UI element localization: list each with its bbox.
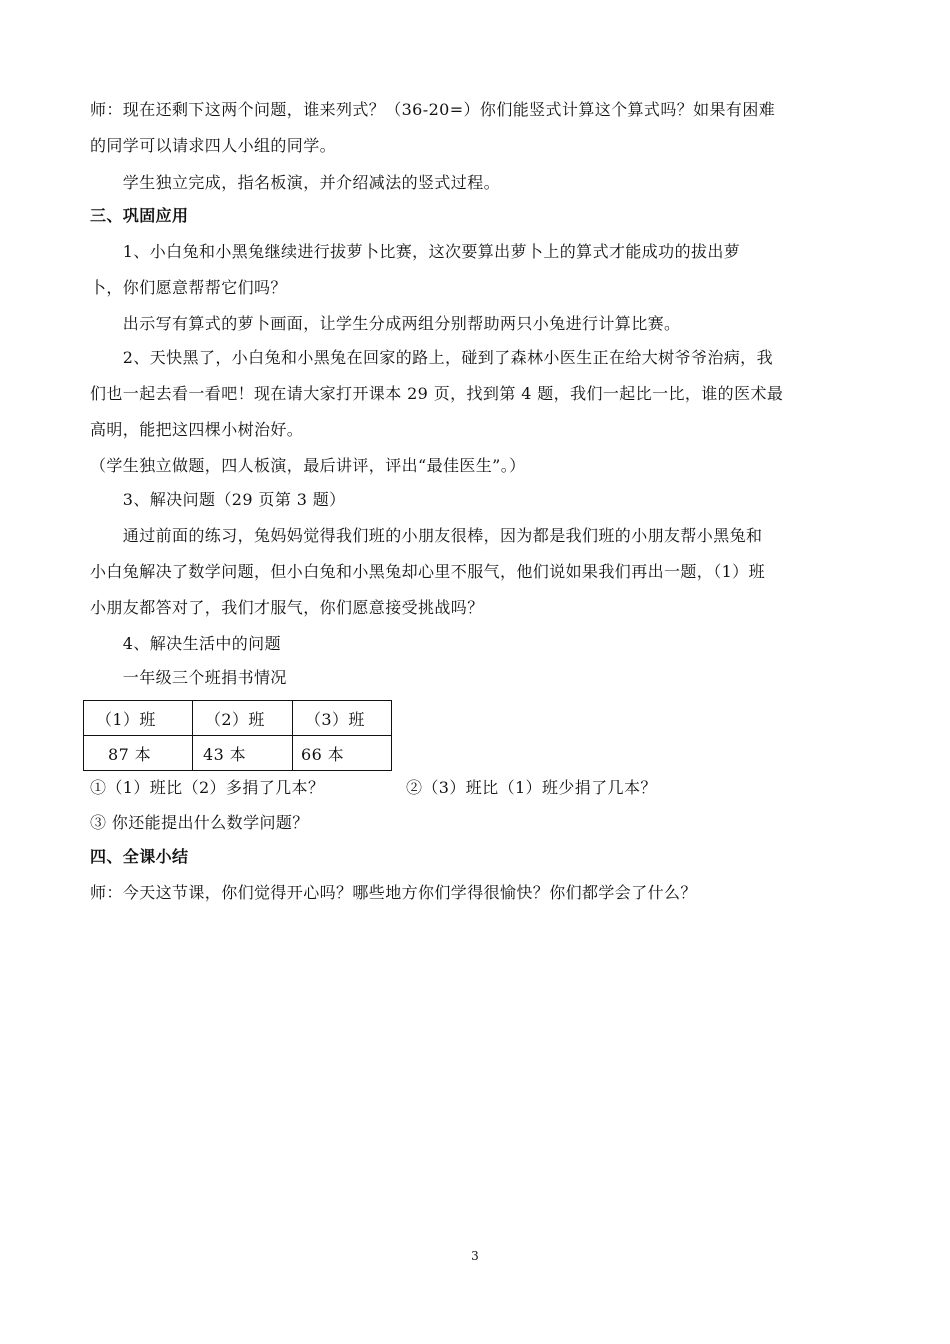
paragraph-line: 小白兔解决了数学问题，但小白兔和小黑兔却心里不服气，他们说如果我们再出一题，（1）班 bbox=[90, 562, 765, 581]
page-number: 3 bbox=[471, 1249, 479, 1263]
paragraph-line: （学生独立做题，四人板演，最后讲评，评出“最佳医生”。） bbox=[90, 456, 526, 475]
table-value-cell: 87 本 bbox=[84, 736, 193, 771]
paragraph-line: 们也一起去看一看吧！现在请大家打开课本 29 页，找到第 4 题，我们一起比一比，谁的医术最 bbox=[90, 384, 784, 403]
table-header-cell: （3）班 bbox=[293, 701, 392, 736]
table-row bbox=[84, 701, 392, 736]
table-value-cell: 66 本 bbox=[293, 736, 392, 771]
table-value-cell: 43 本 bbox=[193, 736, 293, 771]
table-header-cell: （2）班 bbox=[193, 701, 293, 736]
question-3: ③ 你还能提出什么数学问题？ bbox=[90, 813, 309, 832]
section-heading-4: 四、全课小结 bbox=[90, 847, 189, 866]
paragraph-line: 师：今天这节课，你们觉得开心吗？哪些地方你们学得很愉快？你们都学会了什么？ bbox=[90, 883, 697, 902]
paragraph-line: 出示写有算式的萝卜画面，让学生分成两组分别帮助两只小兔进行计算比赛。 bbox=[90, 314, 681, 333]
table-caption: 一年级三个班捐书情况 bbox=[90, 668, 287, 687]
paragraph-line: 小朋友都答对了，我们才服气，你们愿意接受挑战吗？ bbox=[90, 598, 484, 617]
paragraph-line: 3、解决问题（29 页第 3 题） bbox=[90, 490, 346, 509]
paragraph-line: 通过前面的练习，兔妈妈觉得我们班的小朋友很棒，因为都是我们班的小朋友帮小黑兔和 bbox=[90, 526, 763, 545]
paragraph-line: 的同学可以请求四人小组的同学。 bbox=[90, 136, 337, 155]
paragraph-line: 高明，能把这四棵小树治好。 bbox=[90, 420, 304, 439]
book-donation-table bbox=[83, 700, 392, 771]
paragraph-line: 2、天快黑了，小白兔和小黑兔在回家的路上，碰到了森林小医生正在给大树爷爷治病，我 bbox=[90, 348, 773, 367]
question-2: ②（3）班比（1）班少捐了几本？ bbox=[406, 778, 657, 797]
table-row bbox=[84, 736, 392, 771]
table-header-cell: （1）班 bbox=[84, 701, 193, 736]
paragraph-line: 4、解决生活中的问题 bbox=[90, 634, 281, 653]
paragraph-line: 师：现在还剩下这两个问题，谁来列式？（36-20=）你们能竖式计算这个算式吗？如果有困难 bbox=[90, 100, 776, 119]
paragraph-line: 1、小白兔和小黑兔继续进行拔萝卜比赛，这次要算出萝卜上的算式才能成功的拔出萝 bbox=[90, 242, 741, 261]
paragraph-line: 学生独立完成，指名板演，并介绍减法的竖式过程。 bbox=[90, 173, 501, 192]
question-1: ①（1）班比（2）多捐了几本？ bbox=[90, 778, 325, 797]
section-heading-3: 三、巩固应用 bbox=[90, 206, 189, 225]
paragraph-line: 卜，你们愿意帮帮它们吗？ bbox=[90, 278, 287, 297]
